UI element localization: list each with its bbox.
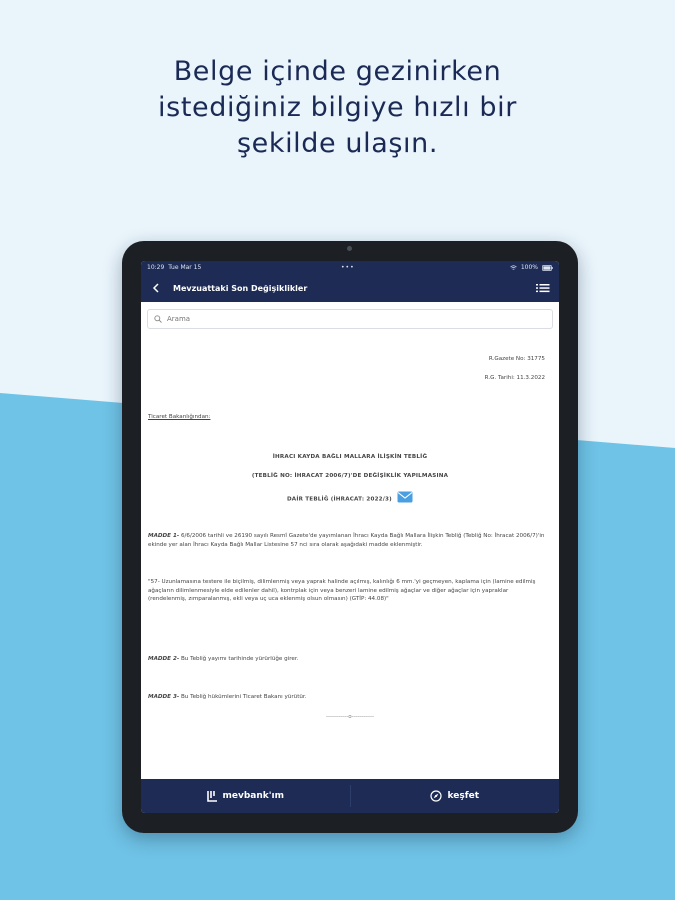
- tab-kesfet[interactable]: [351, 779, 560, 813]
- status-date: Tue Mar 15: [168, 264, 202, 271]
- madde-3-paragraph: [148, 693, 548, 702]
- search-bar: [147, 309, 553, 329]
- document-body: [141, 329, 559, 749]
- madde-2-label: MADDE 2-: [148, 656, 180, 662]
- document-title-line-2: (TEBLİĞ NO: İHRACAT 2006/7)'DE DEĞİŞİKLİK YAPILMASINA: [251, 473, 449, 479]
- madde-1-label: MADDE 1-: [148, 533, 180, 539]
- search-icon: [154, 315, 162, 323]
- tablet-frame: [122, 241, 578, 833]
- mevbank-logo-icon: [207, 790, 218, 802]
- battery-percent: 100%: [520, 264, 538, 271]
- bottom-nav: [141, 779, 559, 813]
- tablet-screen: [141, 261, 559, 813]
- document-addressee: Ticaret Bakanlığından:: [148, 414, 211, 420]
- headline-line-2: istediğiniz bilgiye hızlı bir: [158, 92, 517, 123]
- battery-icon: [542, 265, 553, 271]
- madde-3-label: MADDE 3-: [148, 694, 180, 700]
- gazette-number: R.Gazete No: 31775: [488, 356, 545, 362]
- document-title-line-3: [141, 491, 559, 507]
- headline-line-1: Belge içinde gezinirken: [173, 56, 502, 87]
- headline: [0, 54, 675, 162]
- app-bar: [141, 274, 559, 302]
- app-bar-title: Mevzuattaki Son Değişiklikler: [173, 283, 308, 293]
- document-end-mark: -----------o-----------: [325, 714, 375, 720]
- chevron-left-icon: [152, 283, 160, 293]
- madde-3-text: Bu Tebliğ hükümlerini Ticaret Bakanı yürütür.: [179, 694, 307, 700]
- madde-1-text: 6/6/2006 tarihli ve 26190 sayılı Resmî Gazete'de yayımlanan İhracı Kayda Bağlı Mallara İlişkin Tebliğ (Tebliğ No: İhracat 2006/7)'in ekinde yer alan İhracı Kayda Bağlı Mallar Listesine 57 nci sıra olarak aşağıdaki madde eklenmiştir.: [148, 533, 545, 548]
- document-title-line-1: İHRACI KAYDA BAĞLI MALLARA İLİŞKİN TEBLİĞ: [272, 454, 428, 460]
- camera-dot: [347, 246, 352, 251]
- document-title-line-3-text: DAİR TEBLİĞ (İHRACAT: 2022/3): [286, 496, 392, 503]
- status-time: 10:29: [147, 264, 165, 271]
- headline-line-3: şekilde ulaşın.: [236, 128, 439, 159]
- status-bar: [141, 261, 559, 274]
- compass-icon: [430, 790, 442, 802]
- list-menu-icon: [536, 283, 550, 293]
- mail-icon[interactable]: [397, 491, 413, 507]
- status-dots: •••: [341, 264, 355, 271]
- wifi-icon: [510, 265, 517, 271]
- tab-mevbankim-label: mevbank'ım: [222, 791, 284, 801]
- madde-2-paragraph: [148, 655, 548, 664]
- tab-kesfet-label: keşfet: [447, 791, 480, 801]
- gazette-date: R.G. Tarihi: 11.3.2022: [484, 375, 545, 381]
- quote-paragraph: "57- Uzunlamasına testere ile biçilmiş, dilimlenmiş veya yaprak halinde açılmış, kalınlığı 6 mm.'yi geçmeyen, kaplama için (lamine edilmiş ağaçların dilimlenmesiyle elde edilenler dahil), kontrplak için veya benzeri lamine edilmiş ağaçlar ve diğer ağaçlar için yapraklar (rendelenmiş, zımparalanmış, ekli veya uç uca eklenmiş olsun olmasın) (GTİP: 44.08)": [148, 579, 536, 603]
- madde-1-paragraph: [148, 532, 548, 549]
- status-right: [510, 264, 553, 271]
- madde-2-text: Bu Tebliğ yayımı tarihinde yürürlüğe girer.: [179, 656, 299, 662]
- menu-button[interactable]: [535, 281, 551, 295]
- back-button[interactable]: [149, 281, 163, 295]
- search-input[interactable]: [167, 315, 527, 323]
- tab-mevbankim[interactable]: [141, 779, 350, 813]
